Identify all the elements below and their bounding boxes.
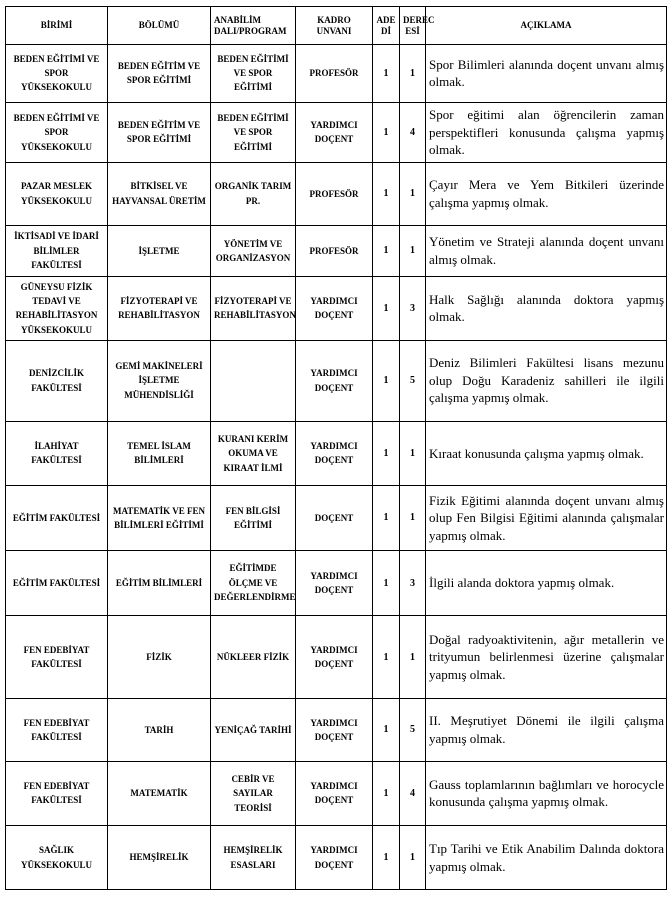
cell-adedi: 1	[373, 225, 400, 276]
cell-anabilim	[211, 340, 296, 421]
cell-adedi: 1	[373, 163, 400, 226]
cell-aciklama: İlgili alanda doktora yapmış olmak.	[426, 550, 667, 616]
cell-derecesi: 1	[400, 421, 426, 486]
cell-derecesi: 3	[400, 277, 426, 341]
cell-adedi: 1	[373, 102, 400, 163]
cell-birimi: FEN EDEBİYAT FAKÜLTESİ	[6, 761, 108, 826]
header-bolumu: BÖLÜMÜ	[108, 7, 211, 45]
cell-anabilim: NÜKLEER FİZİK	[211, 616, 296, 699]
cell-bolumu: FİZİK	[108, 616, 211, 699]
cell-aciklama: Gauss toplamlarının bağlımları ve horocycle konusunda çalışma yapmış olmak.	[426, 761, 667, 826]
cell-bolumu: HEMŞİRELİK	[108, 826, 211, 890]
cell-adedi: 1	[373, 421, 400, 486]
cell-kadro: YARDIMCI DOÇENT	[296, 421, 373, 486]
cell-kadro: YARDIMCI DOÇENT	[296, 699, 373, 762]
cell-bolumu: TARİH	[108, 699, 211, 762]
cell-bolumu: BİTKİSEL VE HAYVANSAL ÜRETİM	[108, 163, 211, 226]
cell-aciklama: Spor Bilimleri alanında doçent unvanı almış olmak.	[426, 45, 667, 103]
cell-adedi: 1	[373, 761, 400, 826]
cell-derecesi: 4	[400, 102, 426, 163]
cell-aciklama: Halk Sağlığı alanında doktora yapmış olmak.	[426, 277, 667, 341]
cell-bolumu: FİZYOTERAPİ VE REHABİLİTASYON	[108, 277, 211, 341]
cell-birimi: EĞİTİM FAKÜLTESİ	[6, 550, 108, 616]
cell-kadro: PROFESÖR	[296, 163, 373, 226]
cell-anabilim: HEMŞİRELİK ESASLARI	[211, 826, 296, 890]
cell-kadro: DOÇENT	[296, 486, 373, 551]
cell-aciklama: Çayır Mera ve Yem Bitkileri üzerinde çalışma yapmış olmak.	[426, 163, 667, 226]
cell-aciklama: Fizik Eğitimi alanında doçent unvanı almış olup Fen Bilgisi Eğitimi alanında çalışmalar yapmış olmak.	[426, 486, 667, 551]
cell-kadro: YARDIMCI DOÇENT	[296, 340, 373, 421]
cell-anabilim: BEDEN EĞİTİMİ VE SPOR EĞİTİMİ	[211, 45, 296, 103]
cell-aciklama: II. Meşrutiyet Dönemi ile ilgili çalışma yapmış olmak.	[426, 699, 667, 762]
cell-birimi: FEN EDEBİYAT FAKÜLTESİ	[6, 699, 108, 762]
cell-adedi: 1	[373, 826, 400, 890]
cell-kadro: YARDIMCI DOÇENT	[296, 277, 373, 341]
cell-aciklama: Doğal radyoaktivitenin, ağır metallerin ve trityumun belirlenmesi üzerine çalışmalar yapmış olmak.	[426, 616, 667, 699]
table-row	[6, 421, 667, 486]
cell-anabilim: EĞİTİMDE ÖLÇME VE DEĞERLENDİRME	[211, 550, 296, 616]
cell-anabilim: YÖNETİM VE ORGANİZASYON	[211, 225, 296, 276]
cell-derecesi: 5	[400, 699, 426, 762]
cell-birimi: FEN EDEBİYAT FAKÜLTESİ	[6, 616, 108, 699]
cell-adedi: 1	[373, 340, 400, 421]
cell-bolumu: MATEMATİK	[108, 761, 211, 826]
cell-anabilim: FİZYOTERAPİ VE REHABİLİTASYON	[211, 277, 296, 341]
cell-aciklama: Kıraat konusunda çalışma yapmış olmak.	[426, 421, 667, 486]
table-row	[6, 550, 667, 616]
cell-anabilim: FEN BİLGİSİ EĞİTİMİ	[211, 486, 296, 551]
cell-adedi: 1	[373, 45, 400, 103]
cell-anabilim: CEBİR VE SAYILAR TEORİSİ	[211, 761, 296, 826]
cell-derecesi: 1	[400, 486, 426, 551]
header-anabilim: ANABİLİM DALI/PROGRAM	[211, 7, 296, 45]
cell-aciklama: Tıp Tarihi ve Etik Anabilim Dalında doktora yapmış olmak.	[426, 826, 667, 890]
cell-derecesi: 4	[400, 761, 426, 826]
cell-birimi: İLAHİYAT FAKÜLTESİ	[6, 421, 108, 486]
cell-adedi: 1	[373, 550, 400, 616]
cell-birimi: GÜNEYSU FİZİK TEDAVİ VE REHABİLİTASYON YÜKSEKOKULU	[6, 277, 108, 341]
cell-kadro: YARDIMCI DOÇENT	[296, 102, 373, 163]
cell-bolumu: MATEMATİK VE FEN BİLİMLERİ EĞİTİMİ	[108, 486, 211, 551]
table-row	[6, 163, 667, 226]
table-row	[6, 616, 667, 699]
cell-kadro: PROFESÖR	[296, 45, 373, 103]
table-row	[6, 225, 667, 276]
cell-birimi: BEDEN EĞİTİMİ VE SPOR YÜKSEKOKULU	[6, 45, 108, 103]
cell-adedi: 1	[373, 486, 400, 551]
cell-derecesi: 1	[400, 616, 426, 699]
table-row	[6, 699, 667, 762]
cell-anabilim: ORGANİK TARIM PR.	[211, 163, 296, 226]
table-row	[6, 826, 667, 890]
cell-birimi: SAĞLIK YÜKSEKOKULU	[6, 826, 108, 890]
staff-positions-table	[5, 6, 667, 890]
cell-kadro: YARDIMCI DOÇENT	[296, 761, 373, 826]
table-row	[6, 486, 667, 551]
table-row	[6, 102, 667, 163]
cell-birimi: DENİZCİLİK FAKÜLTESİ	[6, 340, 108, 421]
header-kadro: KADRO UNVANI	[296, 7, 373, 45]
table-row	[6, 340, 667, 421]
header-aciklama: AÇIKLAMA	[426, 7, 667, 45]
cell-derecesi: 5	[400, 340, 426, 421]
cell-birimi: EĞİTİM FAKÜLTESİ	[6, 486, 108, 551]
cell-bolumu: BEDEN EĞİTİM VE SPOR EĞİTİMİ	[108, 45, 211, 103]
header-birimi: BİRİMİ	[6, 7, 108, 45]
cell-adedi: 1	[373, 277, 400, 341]
cell-derecesi: 3	[400, 550, 426, 616]
cell-anabilim: BEDEN EĞİTİMİ VE SPOR EĞİTİMİ	[211, 102, 296, 163]
cell-derecesi: 1	[400, 826, 426, 890]
cell-birimi: İKTİSADİ VE İDARİ BİLİMLER FAKÜLTESİ	[6, 225, 108, 276]
cell-kadro: YARDIMCI DOÇENT	[296, 616, 373, 699]
cell-kadro: YARDIMCI DOÇENT	[296, 550, 373, 616]
cell-derecesi: 1	[400, 163, 426, 226]
cell-adedi: 1	[373, 699, 400, 762]
cell-birimi: PAZAR MESLEK YÜKSEKOKULU	[6, 163, 108, 226]
cell-bolumu: BEDEN EĞİTİM VE SPOR EĞİTİMİ	[108, 102, 211, 163]
table-row	[6, 45, 667, 103]
table-row	[6, 277, 667, 341]
cell-aciklama: Deniz Bilimleri Fakültesi lisans mezunu olup Doğu Karadeniz sahilleri ile ilgili çalışma yapmış olmak.	[426, 340, 667, 421]
cell-derecesi: 1	[400, 45, 426, 103]
cell-aciklama: Spor eğitimi alan öğrencilerin zaman perspektifleri konusunda çalışma yapmış olmak.	[426, 102, 667, 163]
cell-anabilim: KURANI KERİM OKUMA VE KIRAAT İLMİ	[211, 421, 296, 486]
cell-bolumu: İŞLETME	[108, 225, 211, 276]
table-row	[6, 761, 667, 826]
header-derecesi: DEREC ESİ	[400, 7, 426, 45]
cell-derecesi: 1	[400, 225, 426, 276]
cell-birimi: BEDEN EĞİTİMİ VE SPOR YÜKSEKOKULU	[6, 102, 108, 163]
cell-adedi: 1	[373, 616, 400, 699]
header-adedi: ADE Dİ	[373, 7, 400, 45]
cell-bolumu: TEMEL İSLAM BİLİMLERİ	[108, 421, 211, 486]
cell-anabilim: YENİÇAĞ TARİHİ	[211, 699, 296, 762]
cell-bolumu: EĞİTİM BİLİMLERİ	[108, 550, 211, 616]
cell-kadro: PROFESÖR	[296, 225, 373, 276]
cell-kadro: YARDIMCI DOÇENT	[296, 826, 373, 890]
table-header-row	[6, 7, 667, 45]
cell-bolumu: GEMİ MAKİNELERİ İŞLETME MÜHENDİSLİĞİ	[108, 340, 211, 421]
cell-aciklama: Yönetim ve Strateji alanında doçent unvanı almış olmak.	[426, 225, 667, 276]
